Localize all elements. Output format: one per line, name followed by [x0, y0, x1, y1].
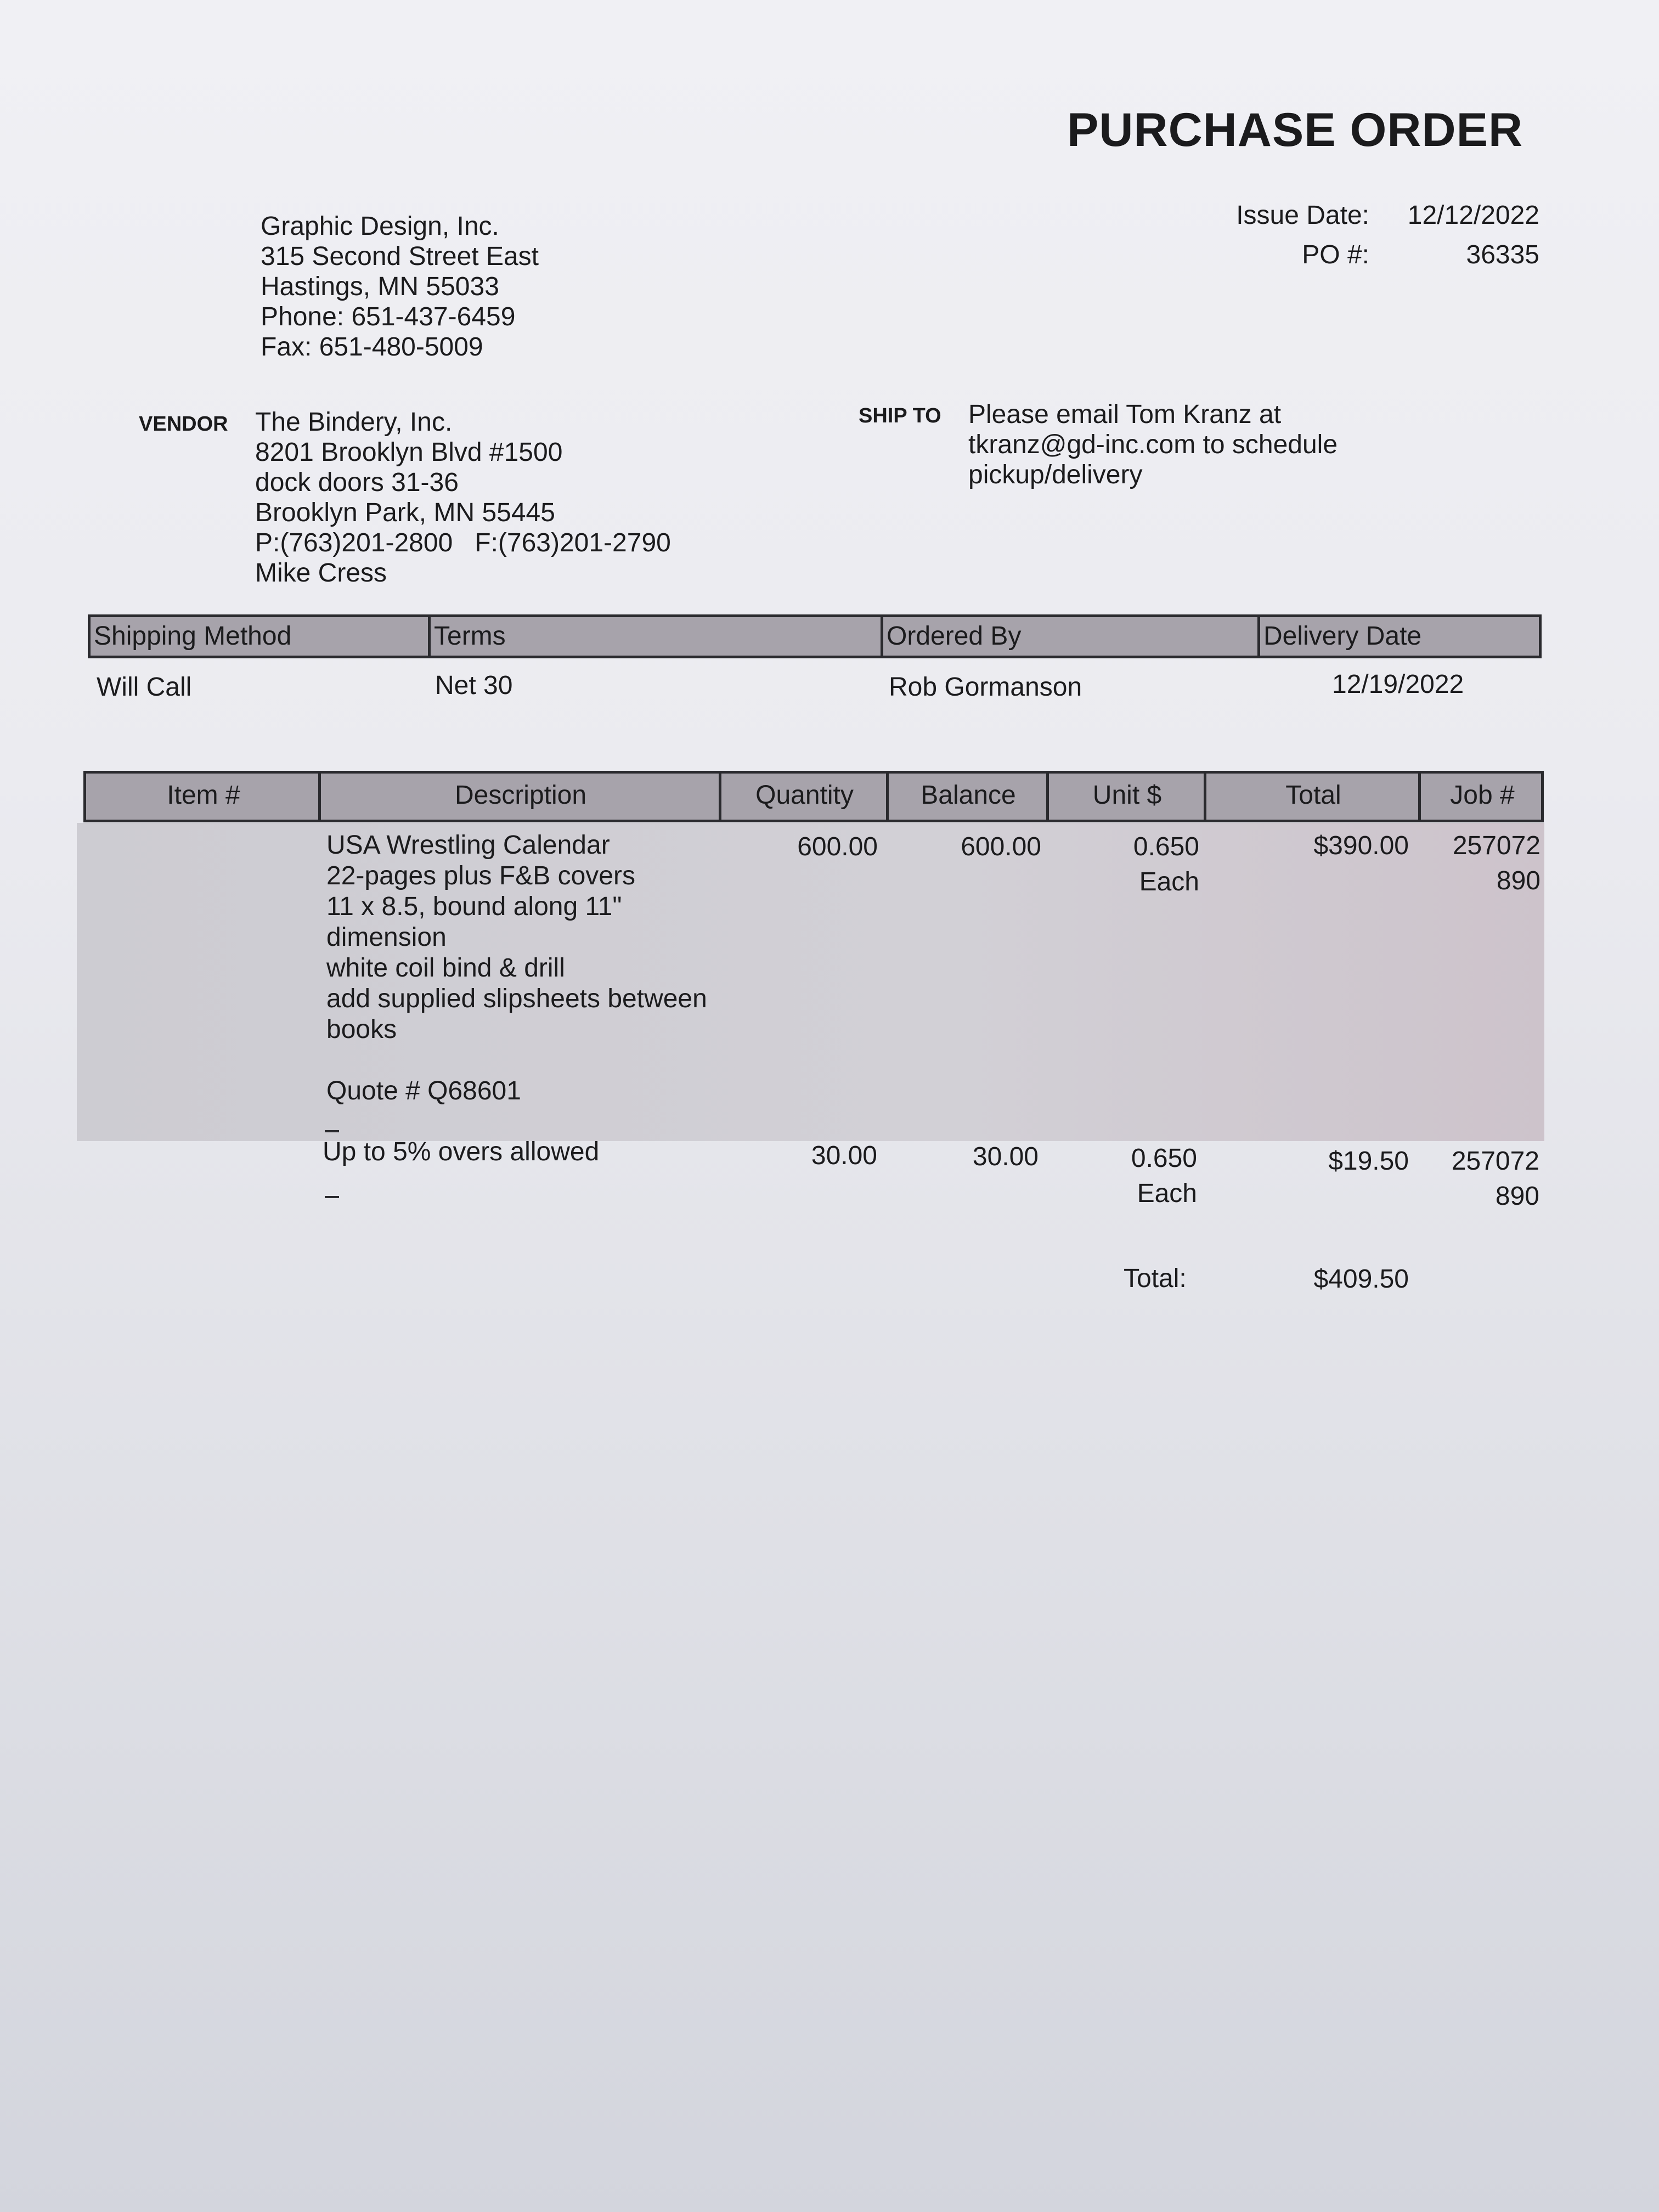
header-terms: Terms [428, 617, 883, 656]
ship-to-line: pickup/delivery [968, 460, 1143, 489]
row-2-description-line: Up to 5% overs allowed [323, 1137, 600, 1166]
row-1-job-line: 890 [1496, 866, 1541, 895]
company-address-line: Hastings, MN 55033 [261, 272, 499, 301]
po-number-value: 36335 [1466, 240, 1539, 269]
ordered-by-value: Rob Gormanson [889, 673, 1082, 702]
th-item-number: Item # [167, 781, 240, 810]
table-row [323, 1137, 599, 1167]
row-2-unit-label: Each [1137, 1179, 1197, 1208]
row-1-balance: 600.00 [961, 832, 1041, 861]
row-1-unit-price-value: 0.650 [1133, 832, 1199, 861]
row-1-total: $390.00 [1313, 831, 1409, 860]
dash-mark [325, 1130, 339, 1132]
th-quantity: Quantity [719, 774, 888, 820]
vendor-address-line: Mike Cress [255, 558, 387, 588]
row-1-description-line: Quote # Q68601 [326, 1076, 521, 1105]
row-1-description-line: add supplied slipsheets between [326, 984, 707, 1013]
vendor-address-line: Brooklyn Park, MN 55445 [255, 498, 555, 527]
order-info-header [88, 614, 1542, 658]
shipping-method-value: Will Call [97, 673, 192, 702]
row-shading [77, 823, 1544, 1141]
th-unit-price: Unit $ [1046, 774, 1205, 820]
row-1-job-line: 257072 [1452, 831, 1541, 860]
grand-total-value: $409.50 [1313, 1265, 1409, 1294]
row-1-description-line: books [326, 1015, 397, 1044]
vendor-address-line: The Bindery, Inc. [255, 408, 453, 437]
ship-to-line: tkranz@gd-inc.com to schedule [968, 430, 1338, 459]
row-1-job-number [1453, 828, 1541, 899]
vendor-label: VENDOR [139, 413, 228, 436]
row-2-unit-price-value: 0.650 [1131, 1144, 1197, 1173]
ship-to-label: SHIP TO [859, 404, 941, 427]
row-2-job-number [1452, 1144, 1539, 1214]
ship-to-line: Please email Tom Kranz at [968, 400, 1282, 429]
row-1-unit-label: Each [1139, 867, 1199, 896]
issue-date-value: 12/12/2022 [1407, 201, 1539, 230]
row-1-unit-price [1133, 830, 1199, 900]
row-1-description-line: dimension [326, 923, 447, 952]
company-address-line: Graphic Design, Inc. [261, 212, 499, 241]
company-address-line: 315 Second Street East [261, 242, 539, 271]
header-delivery-date: Delivery Date [1257, 617, 1542, 656]
row-2-unit-price [1131, 1141, 1197, 1211]
header-shipping-method: Shipping Method [94, 622, 292, 651]
row-1-quantity: 600.00 [797, 832, 878, 861]
row-2-balance: 30.00 [972, 1142, 1039, 1171]
items-table-header [83, 771, 1544, 822]
dash-mark [325, 1196, 339, 1198]
row-1-description-line: USA Wrestling Calendar [326, 831, 610, 860]
row-2-quantity: 30.00 [811, 1141, 877, 1170]
issue-date-label: Issue Date: [1236, 201, 1369, 230]
vendor-address-line: 8201 Brooklyn Blvd #1500 [255, 438, 563, 467]
vendor-address-line: dock doors 31-36 [255, 468, 459, 497]
row-1-description-line: white coil bind & drill [326, 953, 565, 983]
row-2-job-line: 890 [1495, 1182, 1539, 1211]
po-number-label: PO #: [1302, 240, 1369, 269]
th-description: Description [318, 774, 720, 820]
vendor-address [255, 407, 671, 588]
row-2-total: $19.50 [1328, 1147, 1409, 1176]
terms-value: Net 30 [435, 671, 513, 700]
th-balance: Balance [886, 774, 1048, 820]
company-address-line: Fax: 651-480-5009 [261, 332, 483, 362]
ship-to-text [968, 399, 1338, 490]
row-2-job-line: 257072 [1451, 1147, 1539, 1176]
th-job-number: Job # [1418, 774, 1544, 820]
document-title: PURCHASE ORDER [1067, 104, 1523, 156]
company-address-line: Phone: 651-437-6459 [261, 302, 516, 331]
company-address [261, 211, 539, 362]
row-1-description-line: 22-pages plus F&B covers [326, 861, 635, 890]
row-1-description-line [326, 1045, 707, 1076]
table-row [326, 830, 707, 1107]
vendor-address-line: P:(763)201-2800 F:(763)201-2790 [255, 528, 671, 557]
th-total: Total [1204, 774, 1420, 820]
header-ordered-by: Ordered By [881, 617, 1259, 656]
grand-total-label: Total: [1124, 1264, 1187, 1293]
row-1-description-line: 11 x 8.5, bound along 11" [326, 892, 622, 921]
delivery-date-value: 12/19/2022 [1332, 670, 1464, 699]
